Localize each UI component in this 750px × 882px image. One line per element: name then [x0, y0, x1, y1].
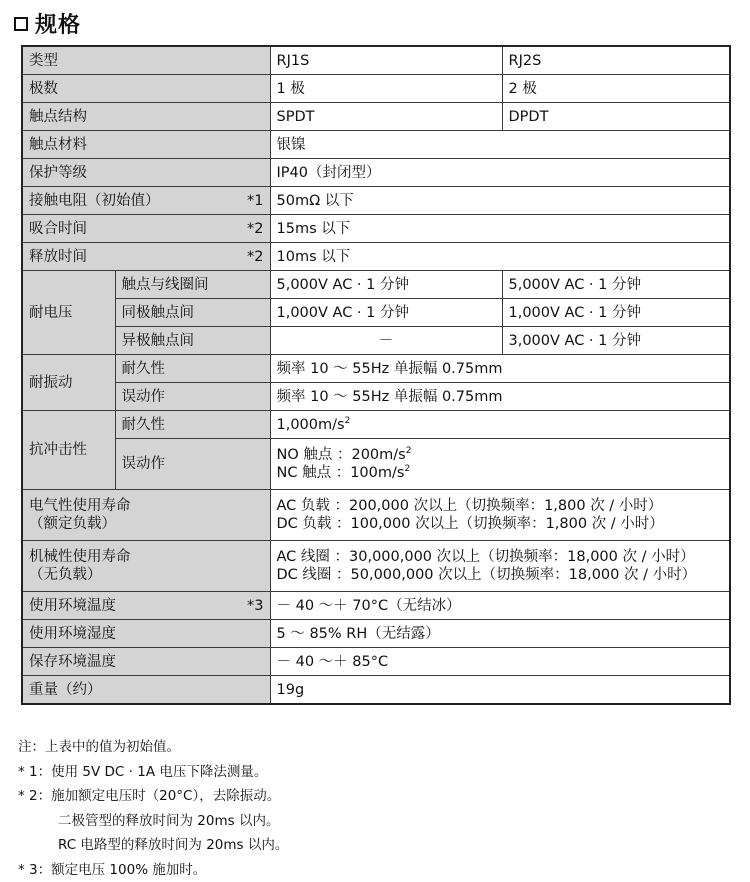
exponent: 2: [404, 464, 410, 474]
electrical-life-ac: AC 负载 ：200,000 次以上（切换频率：1,800 次 / 小时）: [277, 497, 724, 515]
checkbox-square-icon: [14, 17, 28, 31]
sub-label: 误动作: [115, 439, 270, 490]
table-row-contact-material: [22, 131, 730, 159]
note-ref: *3: [247, 597, 263, 615]
table-row-dielectric-3: [22, 327, 730, 355]
row-label: 触点结构: [22, 103, 270, 131]
cell-rj1s: 5,000V AC · 1 分钟: [270, 271, 502, 299]
cell-value: 5 ～ 85% RH（无结露）: [270, 620, 730, 648]
row-label-text: 吸合时间: [29, 221, 87, 237]
table-row-mechanical-life: [22, 541, 730, 592]
table-row-shock-1: [22, 411, 730, 439]
row-label-line2: （额定负载）: [29, 515, 264, 533]
row-label: 保护等级: [22, 159, 270, 187]
cell-rj2s: DPDT: [502, 103, 730, 131]
footnote: * 1：使用 5V DC · 1A 电压下降法测量。: [18, 760, 288, 785]
row-label-line2: （无负载）: [29, 566, 264, 584]
cell-value: [270, 439, 730, 490]
row-label: 保存环境温度: [22, 648, 270, 676]
cell-rj2s: 1,000V AC · 1 分钟: [502, 299, 730, 327]
row-label: 触点材料: [22, 131, 270, 159]
group-label: 抗冲击性: [22, 411, 115, 490]
mechanical-life-ac: AC 线圈 ：30,000,000 次以上（切换频率：18,000 次 / 小时）: [277, 548, 724, 566]
cell-rj1s: RJ1S: [270, 46, 502, 75]
note-ref: *1: [247, 192, 263, 210]
table-row-contact-structure: [22, 103, 730, 131]
cell-value: 19g: [270, 676, 730, 705]
cell-rj1s: SPDT: [270, 103, 502, 131]
cell-value: 频率 10 ～ 55Hz 单振幅 0.75mm: [270, 355, 730, 383]
shock-nc-line: [277, 464, 724, 482]
table-row-vibration-1: [22, 355, 730, 383]
cell-value: 15ms 以下: [270, 215, 730, 243]
cell-value: － 40 ～＋ 85°C: [270, 648, 730, 676]
cell-rj2s: RJ2S: [502, 46, 730, 75]
footnote: 二极管型的释放时间为 20ms 以内。: [18, 809, 288, 834]
cell-rj2s: 3,000V AC · 1 分钟: [502, 327, 730, 355]
shock-no-value: NO 触点 ：200m/s: [277, 447, 406, 463]
sub-label: 同极触点间: [115, 299, 270, 327]
row-label: [22, 592, 270, 620]
electrical-life-dc: DC 负载 ：100,000 次以上（切换频率：1,800 次 / 小时）: [277, 515, 724, 533]
row-label: 使用环境湿度: [22, 620, 270, 648]
row-label: 类型: [22, 46, 270, 75]
table-row-release-time: [22, 243, 730, 271]
page-title: [14, 8, 81, 39]
table-row-contact-resistance: [22, 187, 730, 215]
row-label-line1: 机械性使用寿命: [29, 548, 264, 566]
shock-durability-value: 1,000m/s: [277, 417, 345, 433]
cell-value: － 40 ～＋ 70°C（无结冰）: [270, 592, 730, 620]
sub-label: 误动作: [115, 383, 270, 411]
row-label: [22, 490, 270, 541]
spec-table: [21, 45, 731, 705]
cell-value: [270, 490, 730, 541]
table-row-shock-2: [22, 439, 730, 490]
table-row-dielectric-1: [22, 271, 730, 299]
exponent: 2: [345, 416, 351, 426]
footnote: RC 电路型的释放时间为 20ms 以内。: [18, 833, 288, 858]
shock-no-line: [277, 446, 724, 464]
mechanical-life-dc: DC 线圈 ：50,000,000 次以上（切换频率：18,000 次 / 小时）: [277, 566, 724, 584]
table-row-storage-temp: [22, 648, 730, 676]
group-label: 耐振动: [22, 355, 115, 411]
table-row-weight: [22, 676, 730, 705]
cell-rj1s: 1,000V AC · 1 分钟: [270, 299, 502, 327]
cell-value: [270, 411, 730, 439]
row-label-text: 使用环境温度: [29, 598, 116, 614]
row-label: 重量（约）: [22, 676, 270, 705]
footnote: * 3：额定电压 100% 施加时。: [18, 858, 288, 882]
cell-value: 10ms 以下: [270, 243, 730, 271]
table-row-protection: [22, 159, 730, 187]
row-label: [22, 215, 270, 243]
row-label-text: 接触电阻（初始值）: [29, 193, 160, 209]
table-row-operate-time: [22, 215, 730, 243]
cell-rj1s: －: [270, 327, 502, 355]
sub-label: 触点与线圈间: [115, 271, 270, 299]
cell-value: IP40（封闭型）: [270, 159, 730, 187]
exponent: 2: [406, 446, 412, 456]
row-label: [22, 187, 270, 215]
note-ref: *2: [247, 220, 263, 238]
table-row-type: [22, 46, 730, 75]
sub-label: 耐久性: [115, 355, 270, 383]
cell-rj2s: 5,000V AC · 1 分钟: [502, 271, 730, 299]
cell-rj2s: 2 极: [502, 75, 730, 103]
table-row-vibration-2: [22, 383, 730, 411]
table-row-dielectric-2: [22, 299, 730, 327]
row-label: [22, 541, 270, 592]
row-label-line1: 电气性使用寿命: [29, 497, 264, 515]
cell-value: 50mΩ 以下: [270, 187, 730, 215]
cell-value: 频率 10 ～ 55Hz 单振幅 0.75mm: [270, 383, 730, 411]
footnotes: [18, 735, 288, 882]
table-row-op-temp: [22, 592, 730, 620]
row-label: 极数: [22, 75, 270, 103]
table-row-op-humidity: [22, 620, 730, 648]
row-label-text: 释放时间: [29, 249, 87, 265]
cell-rj1s: 1 极: [270, 75, 502, 103]
row-label: [22, 243, 270, 271]
sub-label: 耐久性: [115, 411, 270, 439]
table-row-electrical-life: [22, 490, 730, 541]
cell-value: [270, 541, 730, 592]
footnote: * 2：施加额定电压时（20°C），去除振动。: [18, 784, 288, 809]
page-title-text: 规格: [35, 8, 81, 39]
shock-nc-value: NC 触点 ：100m/s: [277, 465, 405, 481]
note-ref: *2: [247, 248, 263, 266]
group-label: 耐电压: [22, 271, 115, 355]
table-row-poles: [22, 75, 730, 103]
footnote: 注：上表中的值为初始值。: [18, 735, 288, 760]
sub-label: 异极触点间: [115, 327, 270, 355]
cell-value: 银镍: [270, 131, 730, 159]
